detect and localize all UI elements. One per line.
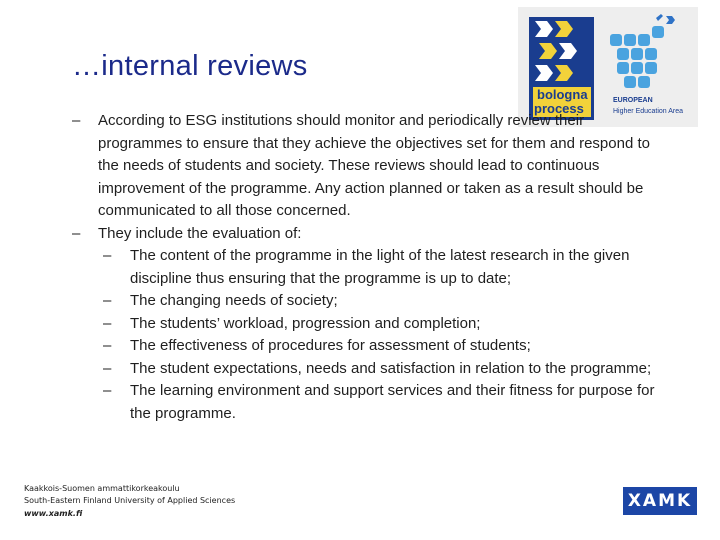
sub-bullet-item: – The effectiveness of procedures for assessment of students;: [103, 337, 531, 354]
footer-school-name-en: South-Eastern Finland University of Applied Sciences: [24, 496, 236, 505]
footer-website: www.xamk.fi: [24, 509, 83, 518]
bullet-item: – They include the evaluation of:: [72, 224, 302, 242]
bullet-item: – According to ESG institutions should monitor and periodically review their programmes to ensure that they achieve the objectives set for them and respond to the needs of students and society. These reviews should lead to continuous improvement of the programme. Any action planned or taken as a result should be communicated to all those concerned.: [72, 112, 650, 219]
sub-bullet-item: – The students’ workload, progression and completion;: [103, 314, 481, 332]
ehea-label-line1: EUROPEAN: [613, 97, 653, 104]
ehea-label-line2: Higher Education Area: [613, 108, 684, 115]
sub-bullet-item: – The learning environment and support services and their fitness for purpose for the programme.: [103, 382, 655, 422]
footer-school-name-fi: Kaakkois-Suomen ammattikorkeakoulu: [24, 484, 180, 493]
sub-bullet-item: – The content of the programme in the light of the latest research in the given discipline thus ensuring that the programme is up to date;: [103, 247, 630, 287]
bologna-process-logo: [529, 17, 594, 120]
slide-title: …internal reviews: [72, 50, 308, 82]
xamk-logo: XAMK: [623, 487, 697, 515]
bologna-arrows-icon: [529, 17, 594, 87]
slide-body: [72, 110, 662, 425]
bologna-label-line1: bologna: [537, 87, 588, 102]
bologna-label-line2: process: [534, 101, 584, 116]
sub-bullet-item: – The changing needs of society;: [103, 292, 338, 309]
ehea-puzzle-icon: [600, 12, 695, 97]
sub-bullet-item: – The student expectations, needs and satisfaction in relation to the programme;: [103, 359, 652, 377]
